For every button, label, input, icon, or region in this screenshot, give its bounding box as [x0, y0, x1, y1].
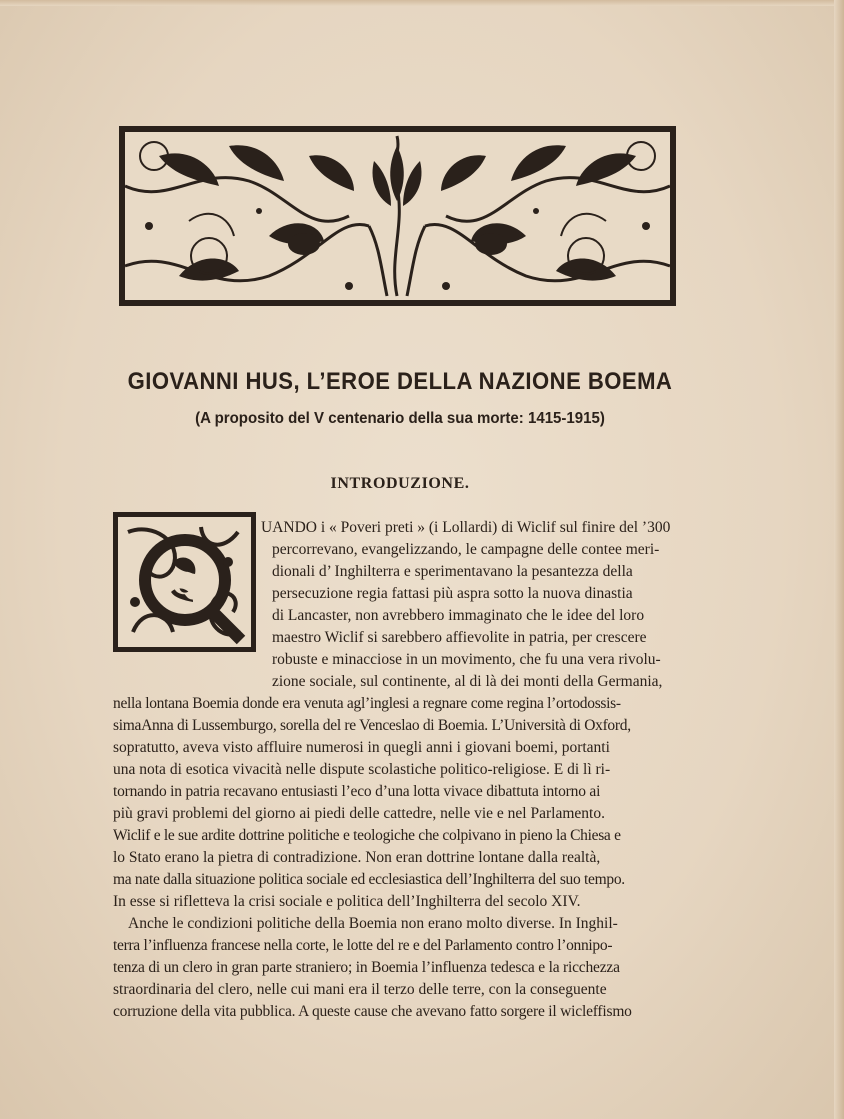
body-line: zione sociale, sul continente, al di là dei monti della Germania,: [272, 673, 663, 690]
floral-headpiece-ornament: [119, 126, 676, 306]
initial-letter: Q: [171, 565, 199, 602]
body-line: più gravi problemi del giorno ai piedi delle cattedre, nelle vie e nel Parlamento.: [113, 805, 605, 822]
body-line: tenza di un clero in gran parte straniero; in Boemia l’influenza tedesca e la ricchezza: [113, 959, 620, 976]
body-line: di Lancaster, non avrebbero immaginato che le idee del loro: [272, 607, 645, 624]
body-line: ma nate dalla situazione politica sociale ed ecclesiastica dell’Inghilterra del suo tempo.: [113, 871, 625, 888]
body-line: maestro Wiclif si sarebbero affievolite in patria, per crescere: [272, 629, 647, 646]
body-line: Wiclif e le sue ardite dottrine politiche e teologiche che colpivano in pieno la Chiesa e: [113, 827, 621, 844]
body-line: terra l’influenza francese nella corte, le lotte del re e del Parlamento contro l’onnipo-: [113, 937, 613, 954]
body-line: lo Stato erano la pietra di contradizione. Non eran dottrine lontane dalla realtà,: [113, 849, 601, 866]
page-right-edge: [834, 0, 844, 1119]
article-subtitle: (A proposito del V centenario della sua morte: 1415-1915): [195, 410, 605, 427]
body-line: UANDO i « Poveri preti » (i Lollardi) di Wiclif sul finire del ’300: [261, 519, 671, 536]
body-line: una nota di esotica vivacità nelle dispute scolastiche politico-religiose. E di lì ri-: [113, 761, 611, 778]
section-heading: INTRODUZIONE.: [330, 475, 470, 492]
body-line: corruzione della vita pubblica. A queste cause che avevano fatto sorgere il wicleffismo: [113, 1003, 632, 1020]
body-line: dionali d’ Inghilterra e sperimentavano la pesantezza della: [272, 563, 633, 580]
body-line: straordinaria del clero, nelle cui mani era il terzo delle terre, con la conseguente: [113, 981, 607, 998]
body-line: tornando in patria recavano entusiasti l’eco d’una lotta vivace dibattuta intorno ai: [113, 783, 601, 800]
body-line: Anche le condizioni politiche della Boemia non erano molto diverse. In Inghil-: [128, 915, 618, 932]
body-line: nella lontana Boemia donde era venuta agl’inglesi a regnare come regina l’ortodossis-: [113, 695, 621, 712]
article-title: GIOVANNI HUS, L’EROE DELLA NAZIONE BOEMA: [127, 368, 673, 395]
body-line: simaAnna di Lussemburgo, sorella del re Venceslao di Boemia. L’Università di Oxford,: [113, 717, 631, 734]
body-line: sopratutto, aveva visto affluire numerosi in quegli anni i giovani boemi, portanti: [113, 739, 610, 756]
body-line: robuste e minacciose in un movimento, che fu una vera rivolu-: [272, 651, 661, 668]
body-line: In esse si rifletteva la crisi sociale e politica dell’Inghilterra del secolo XIV.: [113, 893, 581, 910]
body-line: persecuzione regia fattasi più aspra sotto la nuova dinastia: [272, 585, 633, 602]
page-top-edge: [0, 0, 844, 6]
body-line: percorrevano, evangelizzando, le campagne delle contee meri-: [272, 541, 660, 558]
decorated-initial: [113, 512, 256, 652]
